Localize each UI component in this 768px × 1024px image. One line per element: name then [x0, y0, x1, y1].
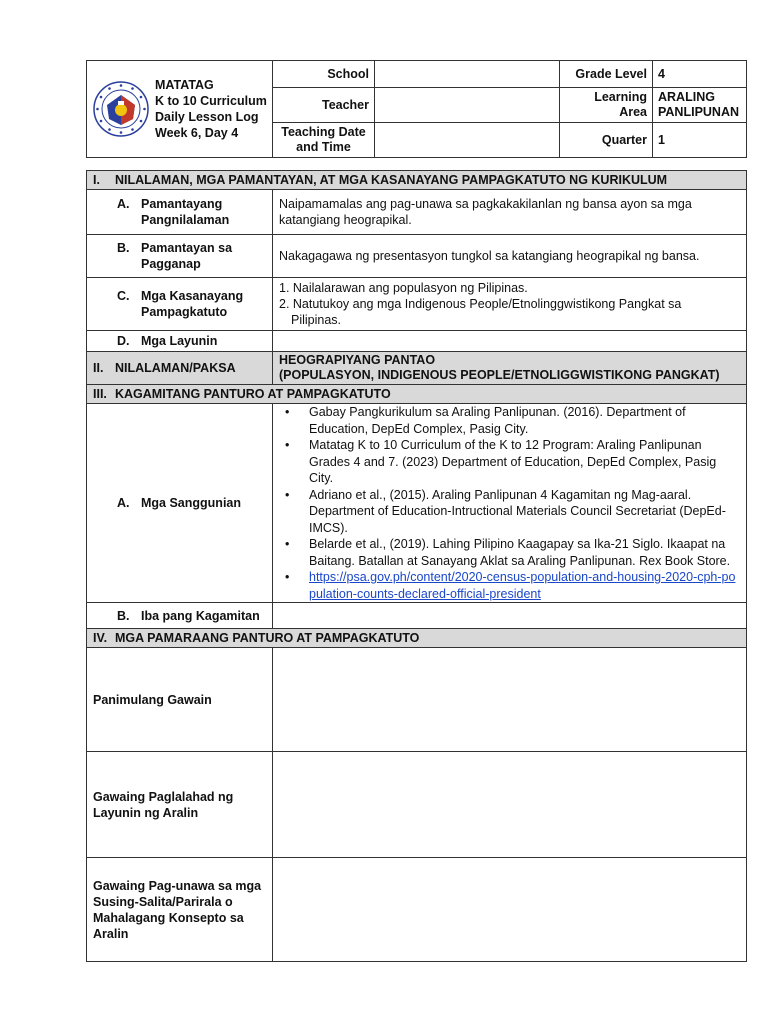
reference-item: • Adriano et al., (2015). Araling Panlipunan 4 Kagamitan ng Mag-aaral. Department of Education-Intructional Materials Council Secretariat (DepEd-IMCS).	[309, 487, 740, 537]
quarter-value[interactable]: 1	[653, 123, 747, 158]
section-title: NILALAMAN/PAKSA	[115, 361, 236, 375]
references-value	[273, 404, 747, 603]
other-materials-label	[87, 603, 273, 629]
lesson-log-table	[86, 170, 747, 962]
learning-area-value-line: ARALING	[658, 90, 715, 104]
label-line: Layunin ng Aralin	[93, 805, 199, 820]
reference-item: • Belarde et al., (2019). Lahing Pilipino Kaagapay sa Ika-21 Siglo. Ikaapat na Baitang. Batallan at Sanayang Aklat sa Araling Panlipunan. Rex Book Store.	[309, 536, 740, 569]
grade-level-label: Grade Level	[560, 61, 653, 88]
label-line: Aralin	[93, 926, 129, 941]
teacher-value[interactable]	[375, 88, 560, 123]
teaching-date-value[interactable]	[375, 123, 560, 158]
header-table	[86, 60, 747, 158]
label-line: Gawaing Pag-unawa sa mga	[93, 878, 262, 893]
competency-item: Pilipinas.	[291, 313, 342, 327]
references-label	[87, 404, 273, 603]
label-line: Mga Kasanayang	[141, 289, 244, 303]
learning-area-value[interactable]	[653, 88, 747, 123]
learning-area-value-line: PANLIPUNAN	[658, 105, 740, 119]
references-list	[279, 404, 740, 602]
label-line: Mga Layunin	[141, 334, 218, 348]
title-line: Daily Lesson Log	[155, 110, 259, 124]
reference-item: • Matatag K to 10 Curriculum of the K to 12 Program: Araling Panlipunan Grades 4 and 7. (2023) Department of Education, DepEd Complex, Pasig City.	[309, 437, 740, 487]
performance-standard-label	[87, 235, 273, 278]
key-concepts-label	[87, 858, 273, 962]
school-label: School	[273, 61, 375, 88]
section-heading-4	[87, 629, 747, 648]
objectives-presentation-value[interactable]	[273, 752, 747, 858]
school-value[interactable]	[375, 61, 560, 88]
topic-line: HEOGRAPIYANG PANTAO	[279, 353, 436, 367]
label-line: Mahalagang Konsepto sa	[93, 910, 244, 925]
topic-value[interactable]	[273, 352, 747, 385]
learning-area-label-line: Area	[619, 105, 647, 119]
grade-level-value[interactable]: 4	[653, 61, 747, 88]
key-concepts-value[interactable]	[273, 858, 747, 962]
teaching-date-label-line: Teaching Date	[281, 125, 366, 139]
content-standard-label	[87, 190, 273, 235]
item-letter: A.	[117, 197, 130, 211]
competency-item: 2. Natutukoy ang mga Indigenous People/Etnolinggwistikong Pangkat sa	[279, 297, 682, 311]
deped-seal-icon	[93, 81, 149, 137]
content-standard-value[interactable]: Naipamamalas ang pag-unawa sa pagkakakilanlan ng bansa ayon sa mga katangiang heograpikal.	[273, 190, 747, 235]
item-letter: B.	[117, 241, 130, 255]
learning-competencies-value[interactable]	[273, 278, 747, 331]
label-line: Pagganap	[141, 257, 201, 271]
section-title: KAGAMITANG PANTURO AT PAMPAGKATUTO	[115, 387, 391, 401]
label-line: Pamantayan sa	[141, 241, 233, 255]
learning-competencies-label	[87, 278, 273, 331]
teacher-label: Teacher	[273, 88, 375, 123]
reference-item: • Gabay Pangkurikulum sa Araling Panlipunan. (2016). Department of Education, DepEd Complex, Pasig City.	[309, 404, 740, 437]
item-letter: B.	[117, 608, 130, 623]
label-line: Iba pang Kagamitan	[141, 608, 260, 623]
introductory-activity-label	[87, 648, 273, 752]
title-line: Week 6, Day 4	[155, 126, 239, 140]
item-letter: C.	[117, 289, 130, 303]
item-letter: A.	[117, 496, 130, 510]
other-materials-value[interactable]	[273, 603, 747, 629]
title-line: K to 10 Curriculum	[155, 94, 267, 108]
section-number: III.	[93, 387, 107, 401]
header-title-cell	[87, 61, 273, 158]
section-heading-2	[87, 352, 273, 385]
competency-item: 1. Nailalarawan ang populasyon ng Pilipinas.	[279, 281, 528, 295]
objectives-presentation-label	[87, 752, 273, 858]
item-letter: D.	[117, 334, 130, 348]
learning-area-label-line: Learning	[594, 90, 647, 104]
section-heading-1	[87, 171, 747, 190]
lesson-log-title	[155, 77, 267, 141]
section-number: IV.	[93, 631, 108, 645]
label-line: Pamantayang	[141, 197, 223, 211]
section-title: MGA PAMARAANG PANTURO AT PAMPAGKATUTO	[115, 631, 420, 645]
objectives-label	[87, 331, 273, 352]
objectives-value[interactable]	[273, 331, 747, 352]
label-line: Susing-Salita/Parirala o	[93, 894, 233, 909]
topic-line: (POPULASYON, INDIGENOUS PEOPLE/ETNOLIGGWISTIKONG PANGKAT)	[279, 368, 720, 382]
title-line: MATATAG	[155, 78, 214, 92]
reference-item	[309, 569, 740, 602]
teaching-date-label	[273, 123, 375, 158]
label-line: Pampagkatuto	[141, 305, 228, 319]
label-line: Gawaing Paglalahad ng	[93, 789, 234, 804]
performance-standard-value[interactable]: Nakagagawa ng presentasyon tungkol sa katangiang heograpikal ng bansa.	[273, 235, 747, 278]
learning-area-label	[560, 88, 653, 123]
label-line: Panimulang Gawain	[93, 692, 212, 707]
quarter-label: Quarter	[560, 123, 653, 158]
introductory-activity-value[interactable]	[273, 648, 747, 752]
psa-census-link[interactable]: https://psa.gov.ph/content/2020-census-population-and-housing-2020-cph-population-counts-declared-official-president	[309, 570, 736, 601]
section-heading-3	[87, 385, 747, 404]
section-title: NILALAMAN, MGA PAMANTAYAN, AT MGA KASANAYANG PAMPAGKATUTO NG KURIKULUM	[115, 173, 668, 187]
section-number: I.	[93, 173, 100, 187]
label-line: Pangnilalaman	[141, 213, 230, 227]
label-line: Mga Sanggunian	[141, 496, 241, 510]
section-number: II.	[93, 361, 104, 375]
teaching-date-label-line: and Time	[296, 140, 351, 154]
